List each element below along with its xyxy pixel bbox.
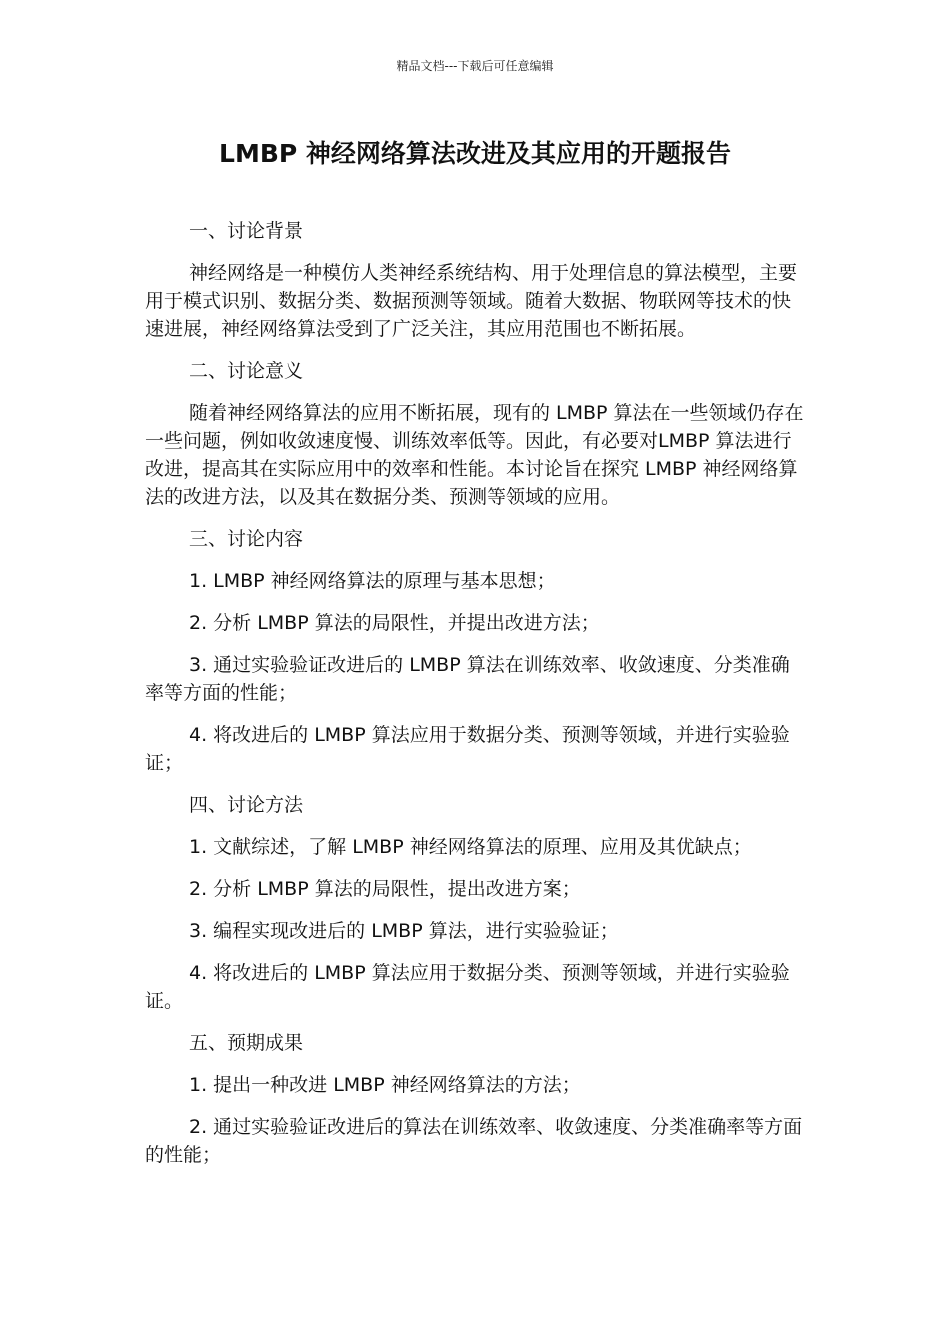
- section-heading-expected-results: 五、预期成果: [189, 1032, 304, 1054]
- list-item: 1. 提出一种改进 LMBP 神经网络算法的方法；: [189, 1074, 581, 1096]
- list-item: 1. LMBP 神经网络算法的原理与基本思想；: [189, 570, 556, 592]
- paragraph: 神经网络是一种模仿人类神经系统结构、用于处理信息的算法模型，主要用于模式识别、数据分类、数据预测等领域。随着大数据、物联网等技术的快速进展，神经网络算法受到了广泛关注，其应用范围也不断拓展。: [145, 262, 798, 340]
- page-header: 精品文档---下载后可任意编辑: [396, 59, 554, 73]
- list-item: 2. 分析 LMBP 算法的局限性，并提出改进方法；: [189, 612, 600, 634]
- section-heading-methods: 四、讨论方法: [189, 794, 304, 816]
- list-item: 2. 通过实验验证改进后的算法在训练效率、收敛速度、分类准确率等方面的性能；: [145, 1116, 803, 1166]
- list-item: 2. 分析 LMBP 算法的局限性，提出改进方案；: [189, 878, 581, 900]
- list-item: 3. 通过实验验证改进后的 LMBP 算法在训练效率、收敛速度、分类准确率等方面的性能；: [145, 654, 790, 704]
- section-heading-content: 三、讨论内容: [189, 528, 304, 550]
- paragraph: 随着神经网络算法的应用不断拓展，现有的 LMBP 算法在一些领域仍存在一些问题，例如收敛速度慢、训练效率低等。因此，有必要对LMBP 算法进行改进，提高其在实际应用中的效率和性能。本讨论旨在探究 LMBP 神经网络算法的改进方法，以及其在数据分类、预测等领域的应用。: [145, 402, 804, 508]
- list-item: 4. 将改进后的 LMBP 算法应用于数据分类、预测等领域，并进行实验验证。: [145, 962, 790, 1012]
- section-heading-background: 一、讨论背景: [189, 220, 304, 242]
- document-title: LMBP 神经网络算法改进及其应用的开题报告: [219, 139, 731, 168]
- section-heading-significance: 二、讨论意义: [189, 360, 304, 382]
- document-body: [145, 217, 805, 1183]
- list-item: 1. 文献综述，了解 LMBP 神经网络算法的原理、应用及其优缺点；: [189, 836, 752, 858]
- list-item: 4. 将改进后的 LMBP 算法应用于数据分类、预测等领域，并进行实验验证；: [145, 724, 790, 774]
- list-item: 3. 编程实现改进后的 LMBP 算法，进行实验验证；: [189, 920, 619, 942]
